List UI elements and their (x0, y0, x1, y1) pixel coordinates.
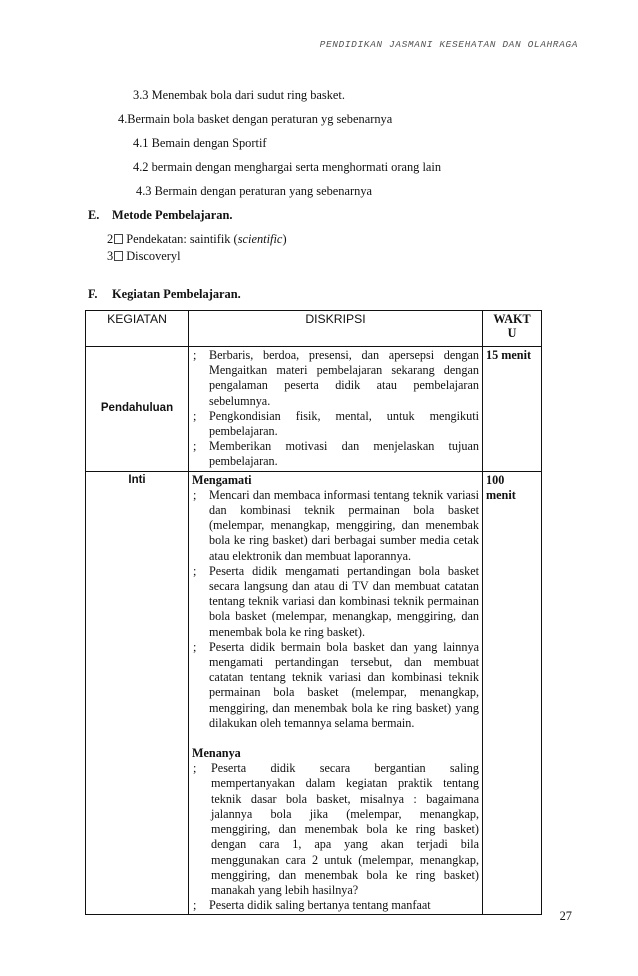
menanya-heading: Menanya (192, 746, 241, 761)
section-f-title: Kegiatan Pembelajaran. (112, 287, 241, 301)
inti-waktu (483, 471, 542, 915)
header-waktu-line1: WAKT (493, 312, 531, 326)
table-row (86, 347, 542, 472)
menanya-item: ; Peserta didik saling bertanya tentang manfaat (192, 898, 479, 913)
pendahuluan-item: ; Berbaris, berdoa, presensi, dan apersepsi dengan Mengaitkan materi pembelajaran sekarang dengan pengalaman peserta didik atau pembelajaran sebelumnya. (192, 348, 479, 409)
checkbox-glyph-icon (114, 251, 123, 261)
table-row (86, 471, 542, 915)
method-item-1 (107, 232, 287, 247)
page-number: 27 (559, 909, 572, 923)
pendahuluan-waktu: 15 menit (483, 347, 542, 472)
table-header-row (86, 311, 542, 347)
kegiatan-inti: Inti (86, 471, 189, 915)
mengamati-item: ; Peserta didik bermain bola basket dan yang lainnya mengamati pertandingan tersebut, dan membuat catatan tentang teknik variasi dan kombinasi teknik permainan bola basket (melempar, menangkap, menggiring, dan menembak bola ke ring basket) yang dilakukan oleh temannya selama bermain. (192, 640, 479, 731)
inti-waktu-value: 100 (486, 472, 505, 487)
indicator-4-1: 4.1 Bemain dengan Sportif (133, 136, 267, 150)
inti-description (189, 471, 483, 915)
method-item-2 (107, 249, 181, 264)
indicator-3-3: 3.3 Menembak bola dari sudut ring basket. (133, 88, 345, 102)
indicator-4: 4.Bermain bola basket dengan peraturan yg sebenarnya (118, 112, 393, 126)
method-item-1-number: 2 (107, 232, 114, 246)
indicator-4-2: 4.2 bermain dengan menghargai serta menghormati orang lain (133, 160, 442, 174)
method-item-1-end: ) (282, 232, 287, 246)
pendahuluan-item: ; Memberikan motivasi dan menjelaskan tujuan pembelajaran. (192, 439, 479, 469)
menanya-item: ; Peserta didik secara bergantian saling mempertanyakan dalam kegiatan praktik tentang teknik dasar bola basket, misalnya : bagaimana jalannya bola jika (melempar, menangkap, menggiring, dan menembak bola ke ring basket) dengan cara 1, apa yang akan terjadi bila menggunakan cara 2 untuk (melempar, menangkap, menggiring, dan menembak bola ke ring basket) manakah yang lebih hasilnya? (192, 761, 479, 898)
section-e-heading (88, 208, 232, 223)
running-header: PENDIDIKAN JASMANI KESEHATAN DAN OLAHRAGA (319, 39, 578, 50)
indicator-4-3: 4.3 Bermain dengan peraturan yang sebenarnya (136, 184, 373, 198)
method-item-1-text: Pendekatan: saintifik ( (126, 232, 238, 246)
section-f-heading (88, 287, 241, 302)
section-e-title: Metode Pembelajaran. (112, 208, 233, 222)
section-f-letter: F. (88, 287, 98, 301)
header-waktu-line2: U (507, 326, 517, 340)
header-kegiatan: KEGIATAN (86, 311, 189, 347)
mengamati-heading: Mengamati (192, 472, 252, 487)
mengamati-item: ; Peserta didik mengamati pertandingan bola basket secara langsung dan atau di TV dan membuat catatan tentang teknik variasi dan kombinasi teknik permainan bola basket (melempar, menangkap, menggiring, dan menembak bola ke ring basket). (192, 564, 479, 640)
mengamati-item: ; Mencari dan membaca informasi tentang teknik variasi dan kombinasi teknik permainan bola basket (melempar, menangkap, menggiring, dan menembak bola ke ring basket) dari berbagai sumber media cetak atau elektronik dan membuat laporannya. (192, 488, 479, 564)
method-item-1-italic: scientific (237, 232, 283, 246)
activity-table (85, 310, 542, 915)
section-e-letter: E. (88, 208, 100, 222)
pendahuluan-description (189, 347, 483, 472)
spacer (192, 731, 479, 746)
header-diskripsi: DISKRIPSI (189, 311, 483, 347)
method-item-2-number: 3 (107, 249, 114, 263)
method-item-2-text: Discoveryl (126, 249, 181, 263)
pendahuluan-item: ; Pengkondisian fisik, mental, untuk mengikuti pembelajaran. (192, 409, 479, 439)
header-waktu (483, 311, 542, 347)
inti-waktu-unit: menit (486, 487, 516, 502)
kegiatan-pendahuluan: Pendahuluan (86, 347, 189, 472)
checkbox-glyph-icon (114, 234, 123, 244)
